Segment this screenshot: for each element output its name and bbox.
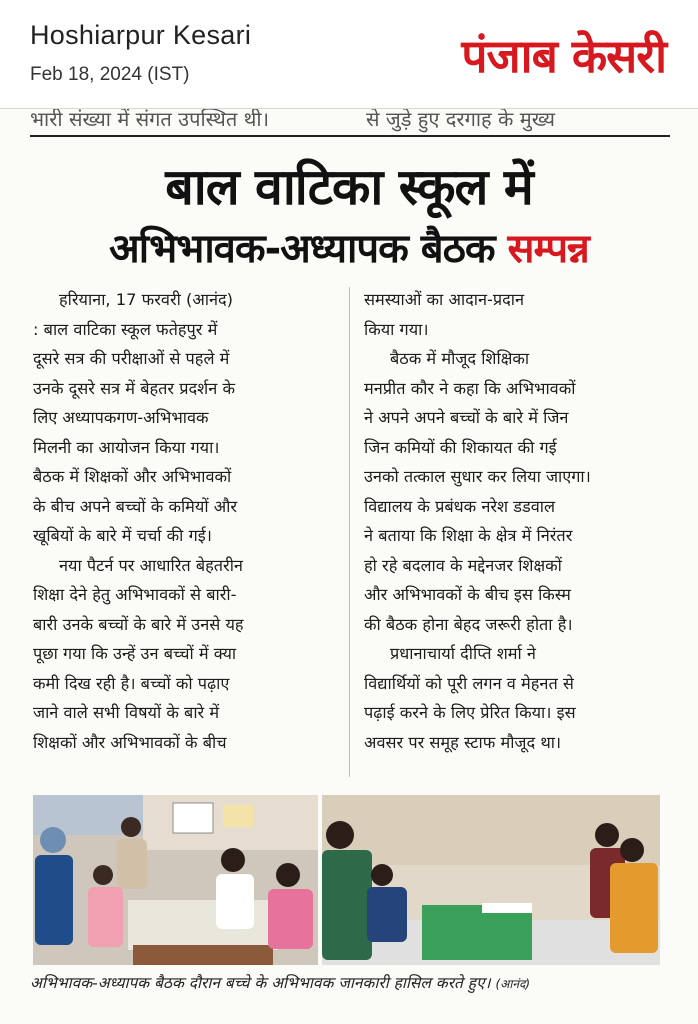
article-line: मिलनी का आयोजन किया गया।: [33, 437, 220, 457]
headline-line-1: बाल वाटिका स्कूल में: [165, 158, 533, 216]
newspaper-clipping[interactable]: [0, 109, 698, 1024]
article-line: समस्याओं का आदान-प्रदान: [364, 290, 525, 309]
article-line: दूसरे सत्र की परीक्षाओं से पहले में: [33, 349, 230, 368]
article-line: जाने वाले सभी विषयों के बारे में: [33, 703, 220, 722]
brand-logo: पंजाब केसरी: [461, 29, 666, 83]
meeting-photo-right: [322, 795, 660, 965]
article-line: कमी दिख रही है। बच्चों को पढ़ाए: [33, 673, 230, 693]
article-line: पढ़ाई करने के लिए प्रेरित किया। इस: [364, 703, 576, 722]
article-line: विद्यार्थियों को पूरी लगन व मेहनत से: [364, 673, 574, 693]
top-rule: [30, 135, 670, 137]
classroom-scene-illustration: [33, 795, 318, 965]
article-line: की बैठक होना बेहद जरूरी होता है।: [364, 614, 573, 634]
photo-caption: [30, 971, 670, 993]
caption-text: अभिभावक-अध्यापक बैठक दौरान बच्चे के अभिभावक जानकारी हासिल करते हुए।: [30, 974, 491, 992]
article-line: और अभिभावकों के बीच इस किस्म: [364, 585, 571, 604]
app-header: [0, 0, 698, 109]
article-line: हो रहे बदलाव के मद्देनजर शिक्षकों: [364, 555, 562, 575]
column-divider: [349, 287, 350, 777]
article-line: के बीच अपने बच्चों के कमियों और: [33, 496, 238, 516]
article-line: नया पैटर्न पर आधारित बेहतरीन: [59, 555, 243, 575]
meeting-photo-left: [33, 795, 318, 965]
parent-teacher-scene-illustration: [322, 795, 660, 965]
article-line: जिन कमियों की शिकायत की गई: [364, 437, 557, 457]
fragment-right: से जुड़े हुए दरगाह के मुख्य: [366, 109, 556, 131]
publication-date: Feb 18, 2024 (IST): [30, 64, 190, 85]
article-line: शिक्षा देने हेतु अभिभावकों से बारी-: [33, 585, 237, 604]
article-column-right: [364, 285, 664, 757]
caption-credit: (आनंद): [495, 977, 531, 991]
article-line: किया गया।: [364, 319, 429, 339]
article-line: पूछा गया कि उन्हें उन बच्चों में क्या: [33, 644, 237, 663]
fragment-left: भारी संख्या में संगत उपस्थित थी।: [30, 109, 270, 131]
article-line: ने अपने अपने बच्चों के बारे में जिन: [364, 408, 569, 427]
article-line: बैठक में मौजूद शिक्षिका: [390, 349, 530, 368]
article-line: उनके दूसरे सत्र में बेहतर प्रदर्शन के: [33, 378, 235, 398]
headline-line-2: [0, 219, 698, 274]
article-line: उनको तत्काल सुधार कर लिया जाएगा।: [364, 467, 591, 486]
headline-black-part: अभिभावक-अध्यापक बैठक: [109, 226, 495, 272]
article-line: लिए अध्यापकगण-अभिभावक: [33, 408, 209, 427]
article-line: मनप्रीत कौर ने कहा कि अभिभावकों: [364, 378, 576, 398]
article-column-left: [33, 285, 333, 757]
article-line: खूबियों के बारे में चर्चा की गई।: [33, 526, 212, 545]
article-line: ने बताया कि शिक्षा के क्षेत्र में निरंतर: [364, 526, 573, 545]
article-line: प्रधानाचार्या दीप्ति शर्मा ने: [390, 644, 536, 663]
article-line: विद्यालय के प्रबंधक नरेश डडवाल: [364, 496, 556, 516]
article-line: बारी उनके बच्चों के बारे में उनसे यह: [33, 614, 244, 634]
headline-red-part: सम्पन्न: [507, 226, 589, 272]
article-line: बैठक में शिक्षकों और अभिभावकों: [33, 467, 232, 486]
article-line: : बाल वाटिका स्कूल फतेहपुर में: [33, 319, 218, 339]
article-line: हरियाना, 17 फरवरी (आनंद): [59, 290, 234, 309]
article-line: अवसर पर समूह स्टाफ मौजूद था।: [364, 732, 562, 752]
publication-name[interactable]: Hoshiarpur Kesari: [30, 20, 252, 50]
article-line: शिक्षकों और अभिभावकों के बीच: [33, 732, 227, 752]
